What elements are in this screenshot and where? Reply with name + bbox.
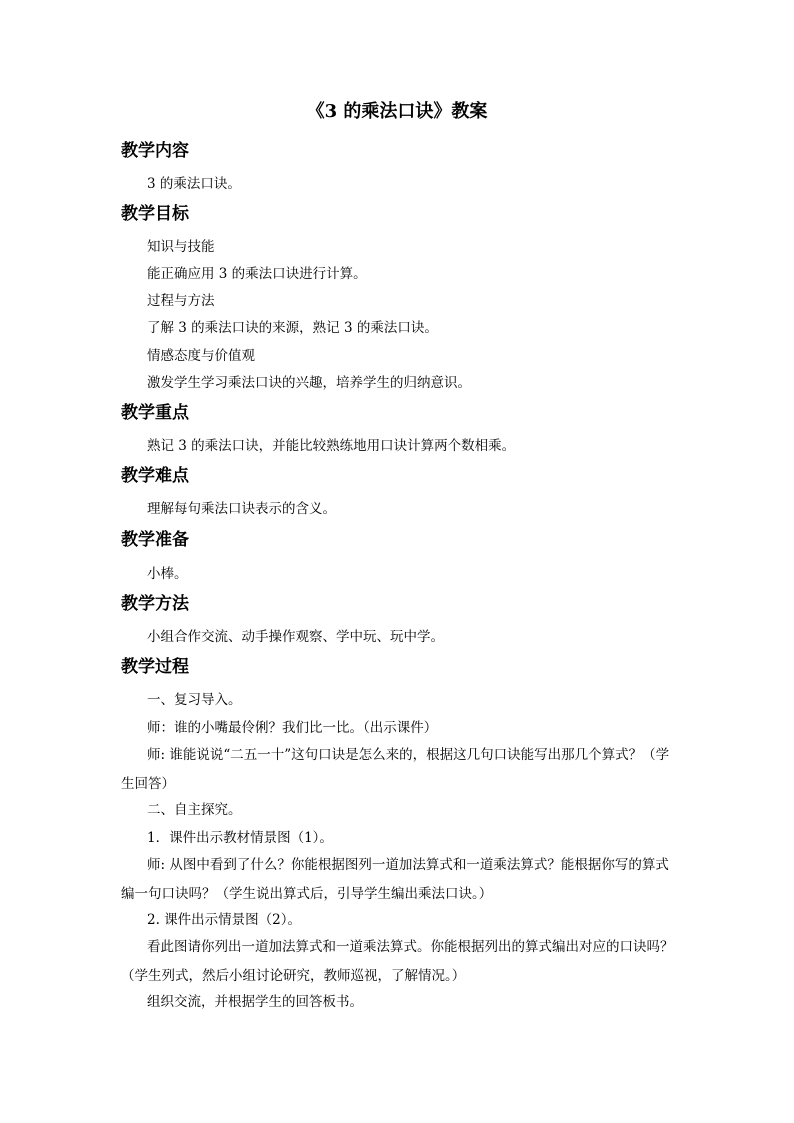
- process-paragraph: 看此图请你列出一道加法算式和一道乘法算式。你能根据列出的算式编出对应的口诀吗？（学生列式，然后小组讨论研究，教师巡视，了解情况。）: [121, 939, 674, 984]
- goal-line: 情感态度与价值观: [147, 348, 255, 364]
- goal-line: 激发学生学习乘法口诀的兴趣，培养学生的归纳意识。: [147, 375, 471, 391]
- key-point-line: 熟记 3 的乘法口诀，并能比较熟练地用口诀计算两个数相乘。: [147, 438, 516, 454]
- method-line: 小组合作交流、动手操作观察、学中玩、玩中学。: [147, 629, 444, 645]
- section-heading-methods: 教学方法: [121, 594, 189, 614]
- process-line: 一、复习导入。: [147, 692, 242, 708]
- process-line: 1．课件出示教材情景图（1）。: [147, 830, 333, 846]
- section-heading-content: 教学内容: [121, 141, 189, 161]
- process-line: 组织交流，并根据学生的回答板书。: [147, 994, 363, 1010]
- document-title: 《3 的乘法口诀》教案: [306, 101, 488, 122]
- section-heading-goals: 教学目标: [121, 204, 189, 224]
- goal-line: 了解 3 的乘法口诀的来源，熟记 3 的乘法口诀。: [147, 320, 438, 336]
- process-paragraph: 师: 从图中看到了什么？你能根据图列一道加法算式和一道乘法算式？能根据你写的算式编一句口诀吗？（学生说出算式后，引导学生编出乘法口诀。）: [121, 857, 669, 902]
- section-heading-key-points: 教学重点: [121, 403, 189, 423]
- goal-line: 能正确应用 3 的乘法口诀进行计算。: [147, 266, 367, 282]
- section-heading-preparation: 教学准备: [121, 530, 189, 550]
- process-line: 二、自主探究。: [147, 802, 242, 818]
- content-line: 3 的乘法口诀。: [147, 176, 241, 192]
- preparation-line: 小棒。: [147, 566, 188, 582]
- section-heading-difficulties: 教学难点: [121, 466, 189, 486]
- process-paragraph: 师: 谁能说说“二五一十”这句口诀是怎么来的，根据这几句口诀能写出那几个算式？（学生回答）: [121, 747, 670, 792]
- process-line: 2. 课件出示情景图（2）。: [147, 912, 302, 928]
- process-line: 师：谁的小嘴最伶俐？我们比一比。（出示课件）: [147, 720, 438, 736]
- goal-line: 知识与技能: [147, 239, 215, 255]
- goal-line: 过程与方法: [147, 293, 215, 309]
- section-heading-process: 教学过程: [121, 657, 189, 677]
- difficulty-line: 理解每句乘法口诀表示的含义。: [147, 501, 336, 517]
